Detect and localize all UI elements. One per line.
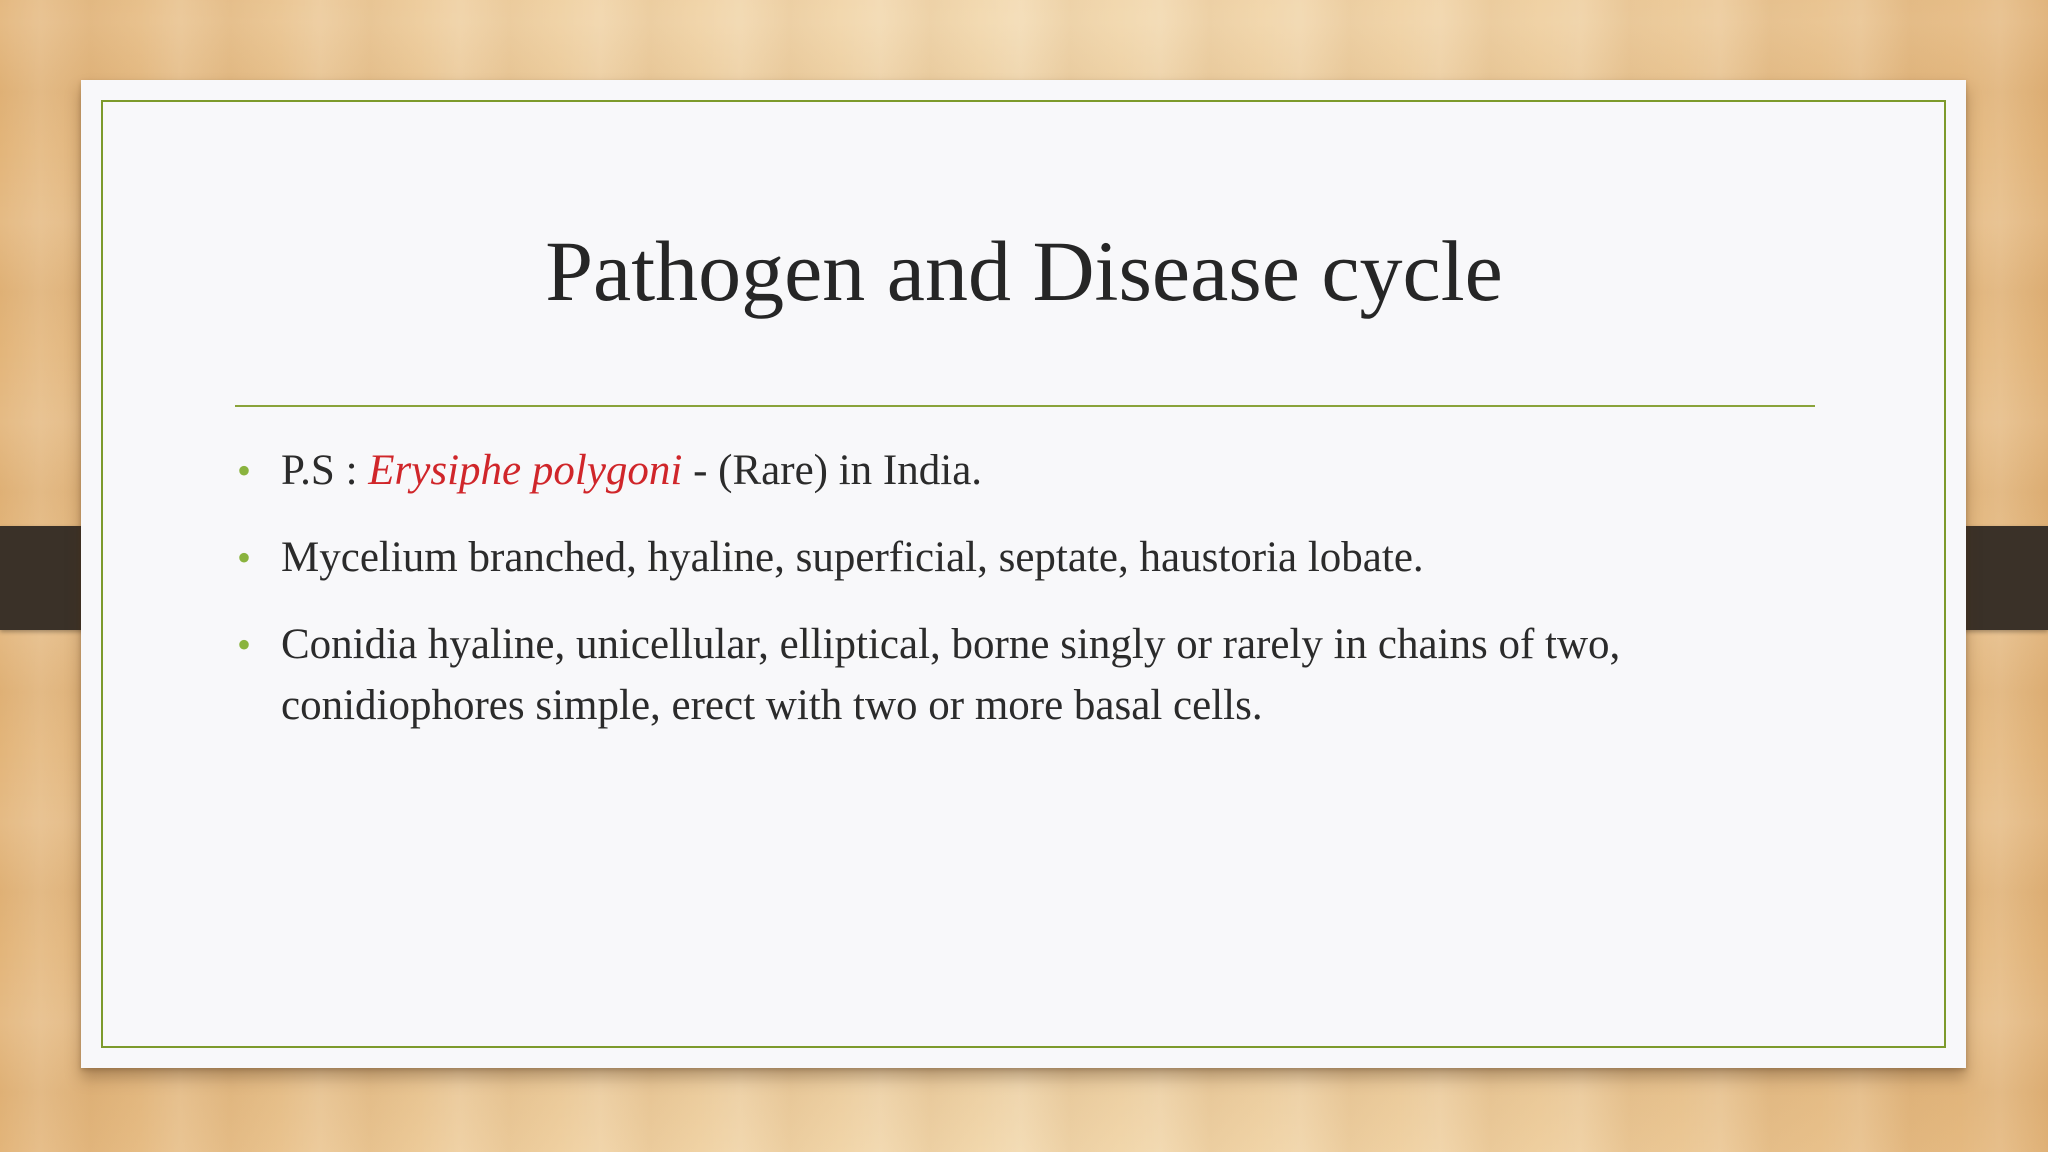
bullet-item-pathogen-species: [235, 440, 1815, 501]
title-divider: [235, 405, 1815, 407]
bullet-prefix: P.S :: [281, 447, 369, 494]
slide-title: Pathogen and Disease cycle: [545, 223, 1503, 319]
bullet-item-mycelium: [235, 527, 1815, 588]
bullet-dot-icon: •: [237, 448, 252, 493]
bullet-suffix: - (Rare) in India.: [682, 447, 983, 494]
species-name: Erysiphe polygoni: [368, 447, 683, 494]
bullet-dot-icon: •: [237, 535, 252, 580]
bullet-list: [235, 440, 1815, 762]
bullet-item-conidia: [235, 614, 1815, 736]
bullet-text: Conidia hyaline, unicellular, elliptical, borne singly or rarely in chains of two, conidiophores simple, erect with two or more basal cells.: [281, 621, 1621, 729]
bullet-dot-icon: •: [237, 622, 252, 667]
bullet-text: Mycelium branched, hyaline, superficial, septate, haustoria lobate.: [281, 534, 1424, 581]
